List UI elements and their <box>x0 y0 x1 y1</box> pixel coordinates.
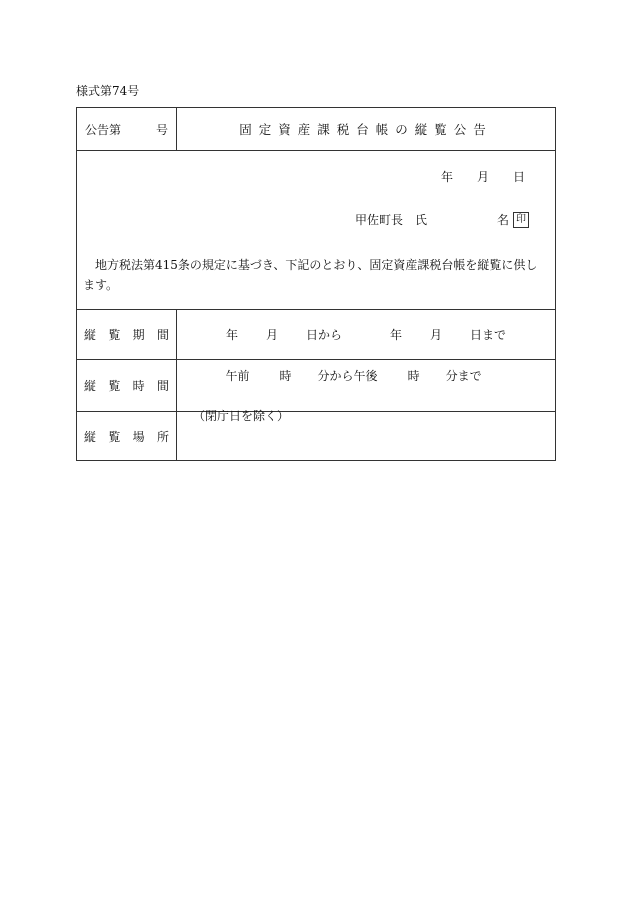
hours-line <box>195 346 482 406</box>
seal-mark: 印 <box>513 212 529 228</box>
document-title: 固定資産課税台帳の縦覧公告 <box>239 122 493 137</box>
notice-number-suffix: 号 <box>155 122 168 137</box>
to-year: 年 <box>390 328 403 342</box>
label-char: 間 <box>156 328 169 342</box>
date-month: 月 <box>476 170 489 184</box>
form-number: 様式第74号 <box>76 84 140 98</box>
to-month: 月 <box>430 328 443 342</box>
label-char: 間 <box>156 379 169 393</box>
to-day: 日まで <box>470 328 507 342</box>
issuer-signature <box>355 211 529 228</box>
label-char: 時 <box>132 379 145 393</box>
inspection-place-label <box>77 412 177 460</box>
notice-text: 地方税法第415条の規定に基づき、下記のとおり、固定資産課税台帳を縦覧に供します。 <box>83 258 538 292</box>
label-char: 期 <box>132 328 145 342</box>
date-year: 年 <box>440 170 453 184</box>
hours-minute-to: 分まで <box>445 368 482 383</box>
notice-body <box>77 150 555 309</box>
inspection-place-row <box>77 411 555 460</box>
label-char: 縦 <box>84 328 97 342</box>
issuer-title: 甲佐町長 <box>354 213 403 227</box>
date-day: 日 <box>512 170 525 184</box>
notice-number-cell <box>77 108 177 150</box>
inspection-period-label <box>77 310 177 359</box>
header-row <box>77 108 555 150</box>
from-year: 年 <box>225 328 238 342</box>
inspection-hours-value <box>177 360 555 423</box>
label-char: 所 <box>156 429 169 444</box>
hours-hour-from: 時 <box>279 368 292 383</box>
label-char: 覧 <box>108 328 121 342</box>
hours-minute-from: 分から午後 <box>317 368 378 383</box>
label-char: 縦 <box>84 429 97 444</box>
label-char: 場 <box>132 429 145 444</box>
notice-form-table <box>76 107 556 461</box>
label-char: 覧 <box>108 429 121 444</box>
issue-date <box>441 168 525 185</box>
from-day: 日から <box>305 328 342 342</box>
inspection-place-value <box>177 412 555 460</box>
hours-note: （閉庁日を除く） <box>193 408 290 423</box>
inspection-hours-label <box>77 360 177 411</box>
issuer-name-prefix: 氏 <box>414 213 427 227</box>
hours-hour-to: 時 <box>407 368 420 383</box>
label-char: 覧 <box>108 379 121 393</box>
inspection-hours-row <box>77 359 555 423</box>
issuer-name-suffix: 名 <box>496 213 509 227</box>
notice-number-prefix: 公告第 <box>85 122 122 137</box>
hours-am: 午前 <box>225 368 250 383</box>
label-char: 縦 <box>84 379 97 393</box>
from-month: 月 <box>265 328 278 342</box>
